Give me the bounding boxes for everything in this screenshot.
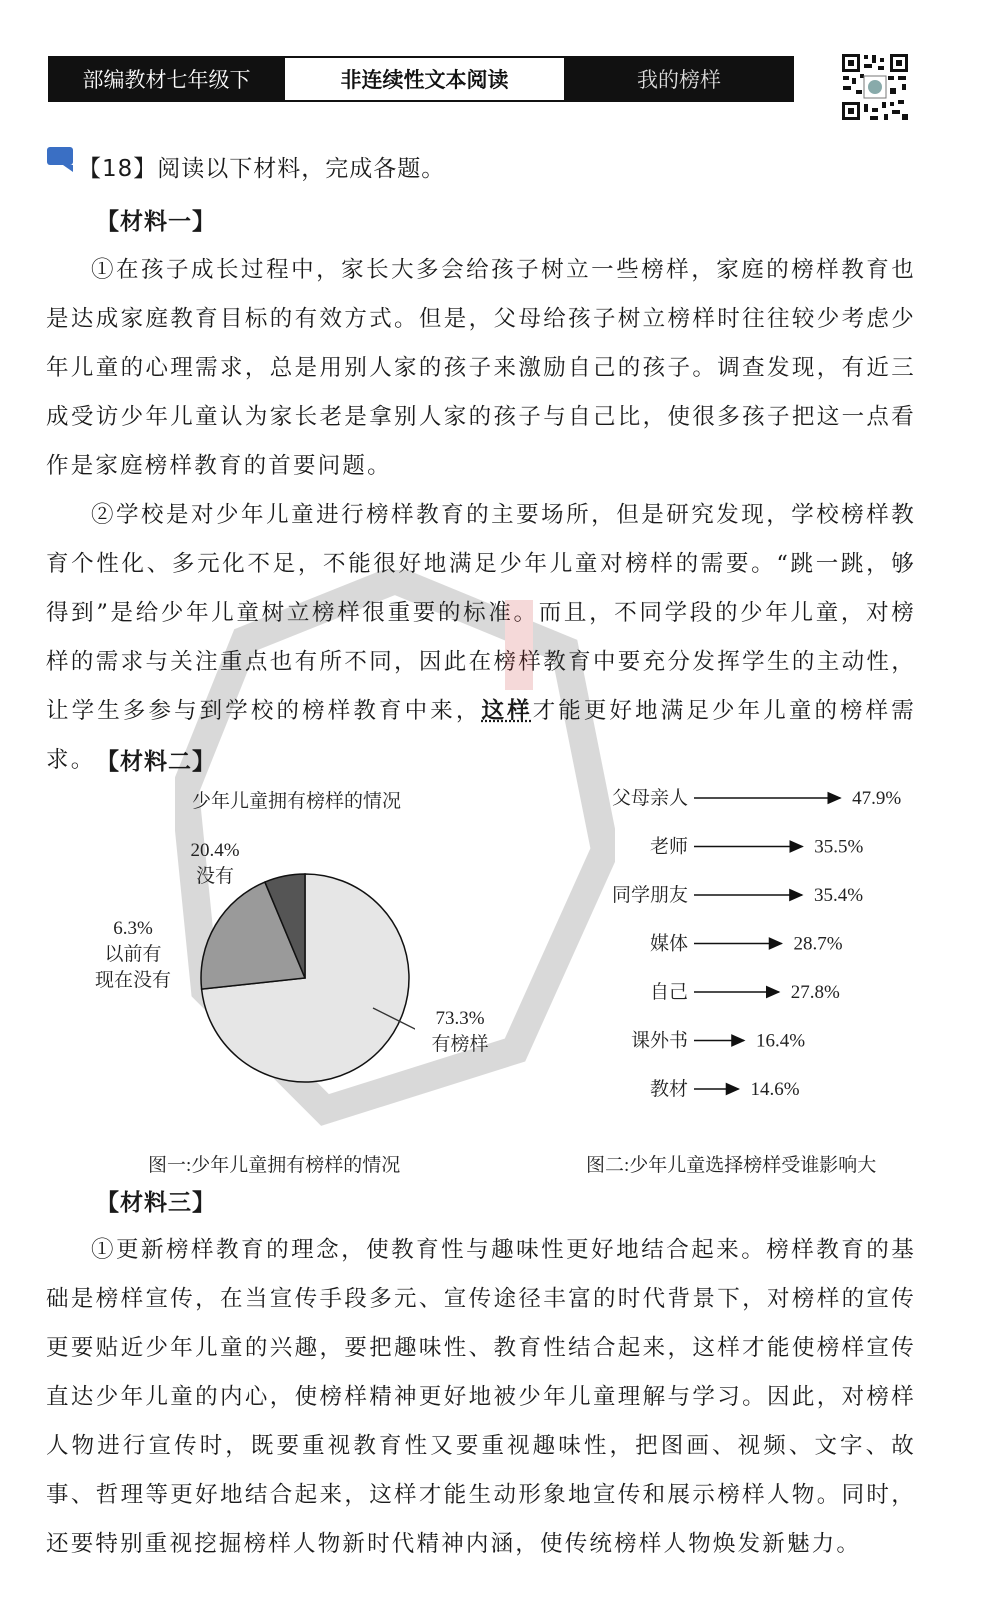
header-grade: 部编教材七年级下 — [50, 58, 283, 100]
figure2-arrow-chart — [560, 780, 940, 1120]
figure2-category-label: 父母亲人 — [611, 788, 688, 809]
question-icon — [47, 147, 77, 173]
figure2-value-label: 35.5% — [814, 836, 864, 858]
figure1-caption: 图一:少年儿童拥有榜样的情况 — [148, 1155, 401, 1176]
figure2-category-label: 老师 — [649, 836, 688, 858]
material1-paragraph1: ①在孩子成长过程中，家长大多会给孩子树立一些榜样，家庭的榜样教育也是达成家庭教育目标的有效方式。但是，父母给孩子树立榜样时往往较少考虑少年儿童的心理需求，总是用别人家的孩子来激励自己的孩子。调查发现，有近三成受访少年儿童认为家长老是拿别人家的孩子与自己比，使很多孩子把这一点看作是家庭榜样教育的首要问题。 — [46, 257, 916, 479]
question-title: 【18】阅读以下材料，完成各题。 — [78, 156, 446, 182]
figure2-value-label: 47.9% — [852, 788, 902, 809]
figure2-category-label: 课外书 — [630, 1030, 688, 1052]
figure2-category-label: 自己 — [649, 982, 688, 1003]
figure2-value-label: 16.4% — [756, 1030, 806, 1052]
material1-paragraph2 — [46, 491, 916, 785]
emphasized-word: 这样 — [481, 698, 533, 724]
material1-heading: 【材料一】 — [96, 209, 216, 235]
figure2-value-label: 14.6% — [750, 1079, 800, 1100]
figure1-title: 少年儿童拥有榜样的情况 — [192, 791, 402, 812]
material1-paragraph2-tail: 才能更好地满足少年儿童的榜样需求。 — [46, 698, 916, 773]
figure2-value-label: 27.8% — [790, 982, 840, 1003]
material3-paragraph1: ①更新榜样教育的理念，使教育性与趣味性更好地结合起来。榜样教育的基础是榜样宣传，在当宣传手段多元、宣传途径丰富的时代背景下，对榜样的宣传更要贴近少年儿童的兴趣，要把趣味性、教育性结合起来，这样才能使榜样宣传直达少年儿童的内心，使榜样精神更好地被少年儿童理解与学习。因此，对榜样人物进行宣传时，既要重视教育性又要重视趣味性，把图画、视频、文字、故事、哲理等更好地结合起来，这样才能生动形象地宣传和展示榜样人物。同时，还要特别重视挖掘榜样人物新时代精神内涵，使传统榜样人物焕发新魅力。 — [46, 1237, 916, 1557]
pie-label-former — [86, 916, 180, 994]
pie-label-former-pct: 6.3% — [113, 918, 153, 939]
material3-heading: 【材料三】 — [96, 1190, 216, 1216]
qr-code-icon — [840, 52, 910, 122]
pie-label-former-name2: 现在没有 — [94, 970, 171, 991]
figure2-category-label: 教材 — [649, 1079, 688, 1100]
pie-label-none-pct: 20.4% — [190, 840, 240, 861]
pie-label-has — [420, 1006, 500, 1058]
pie-label-none-name: 没有 — [195, 866, 234, 887]
pie-label-former-name1: 以前有 — [104, 944, 162, 965]
material1-paragraph2-text: ②学校是对少年儿童进行榜样教育的主要场所，但是研究发现，学校榜样教育个性化、多元化不足，不能很好地满足少年儿童对榜样的需要。“跳一跳，够得到”是给少年儿童树立榜样很重要的标准。而且，不同学段的少年儿童，对榜样的需求与关注重点也有所不同，因此在榜样教育中要充分发挥学生的主动性，让学生多参与到学校的榜样教育中来， — [46, 502, 916, 724]
header-bar — [48, 56, 794, 102]
material2-heading: 【材料二】 — [96, 749, 216, 775]
figure1-pie-chart — [195, 868, 415, 1088]
figure2-caption: 图二:少年儿童选择榜样受谁影响大 — [586, 1155, 877, 1176]
figure2-value-label: 35.4% — [813, 885, 864, 906]
figure2-category-label: 同学朋友 — [611, 885, 688, 906]
figure2-category-label: 媒体 — [649, 933, 688, 955]
pie-label-none — [180, 838, 250, 890]
header-topic: 非连续性文本阅读 — [283, 58, 566, 100]
pie-label-has-name: 有榜样 — [431, 1034, 489, 1055]
figure2-value-label: 28.7% — [793, 933, 843, 955]
header-unit: 我的榜样 — [566, 58, 792, 100]
pie-label-has-pct: 73.3% — [435, 1008, 485, 1029]
